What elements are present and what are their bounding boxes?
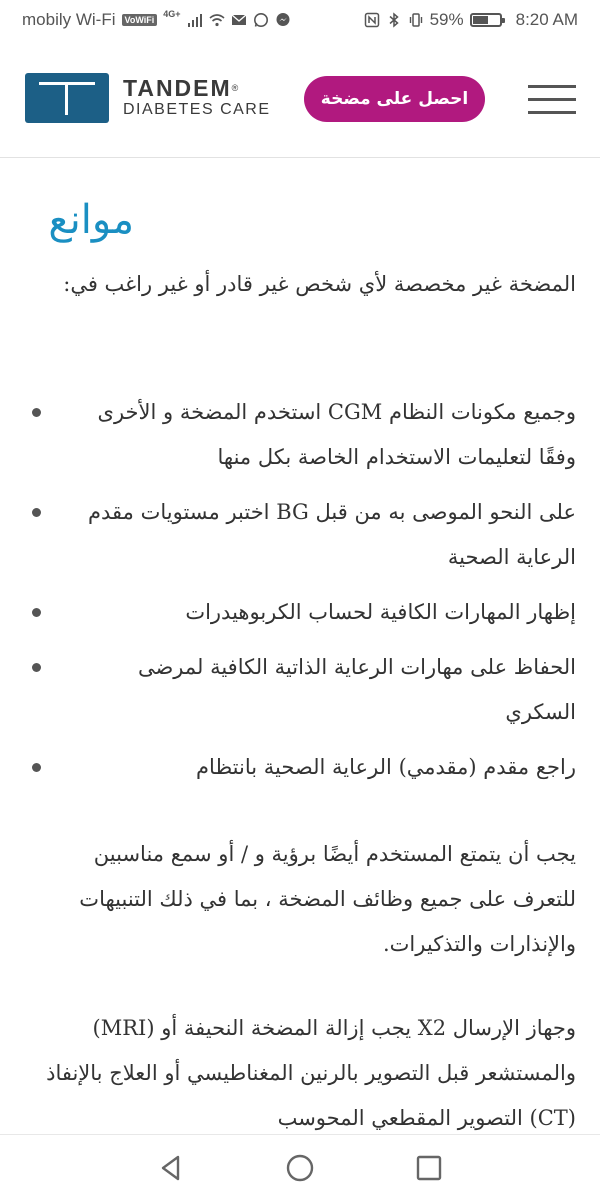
bullet-icon [32, 408, 41, 417]
signal-icon [187, 12, 203, 28]
list-item-text: إظهار المهارات الكافية لحساب الكربوهيدرات [185, 600, 576, 624]
list-item-text: وجميع مكونات النظام CGM استخدم المضخة و الأخرى وفقًا لتعليمات الاستخدام الخاصة بكل منها [97, 400, 576, 469]
bullet-icon [32, 663, 41, 672]
page-content [0, 158, 600, 1134]
list-item [24, 390, 576, 480]
logo-registered-mark: ® [231, 83, 241, 93]
clock: 8:20 AM [515, 10, 578, 29]
nfc-icon [364, 12, 380, 28]
page-title: موانع [48, 197, 134, 243]
battery-icon [470, 13, 502, 27]
wifi-icon [209, 12, 225, 28]
status-left [22, 10, 291, 30]
bluetooth-icon [386, 12, 402, 28]
vibrate-icon [408, 12, 424, 28]
site-header [0, 40, 600, 158]
menu-bar-bottom [528, 111, 576, 114]
list-item [24, 590, 576, 635]
logo-brand-name: TANDEM [123, 75, 232, 101]
system-nav-bar [0, 1134, 600, 1200]
battery-percent: 59% [429, 10, 464, 29]
mri-warning-paragraph: وجهاز الإرسال X2 يجب إزالة المضخة النحيفة أو (MRI) والمستشعر قبل التصوير بالرنين المغناطيسي أو العلاج بالإنفاذ (CT) التصوير المقطعي المحوسب [46, 1016, 576, 1130]
mail-icon [231, 12, 247, 28]
status-right [364, 10, 578, 30]
hamburger-menu-icon[interactable] [528, 82, 576, 116]
messenger-icon [275, 12, 291, 28]
home-icon[interactable] [285, 1153, 315, 1183]
get-pump-button[interactable]: احصل على مضخة [304, 76, 485, 122]
list-item-text: راجع مقدم (مقدمي) الرعاية الصحية بانتظام [196, 755, 576, 779]
logo-tagline: DIABETES CARE [123, 101, 271, 118]
battery-level [473, 16, 488, 24]
list-item [24, 490, 576, 580]
bullet-icon [32, 763, 41, 772]
vowifi-badge: VoWiFi [122, 14, 158, 26]
tandem-logo-icon[interactable] [25, 73, 109, 123]
list-item [24, 745, 576, 790]
network-type: 4G+ [163, 9, 181, 19]
back-icon[interactable] [157, 1153, 187, 1183]
status-bar [0, 0, 600, 40]
list-item-text: الحفاظ على مهارات الرعاية الذاتية الكافية لمرضى السكري [137, 655, 576, 724]
tandem-logo-text[interactable] [123, 76, 271, 120]
vision-hearing-paragraph: يجب أن يتمتع المستخدم أيضًا برؤية و / أو سمع مناسبين للتعرف على جميع وظائف المضخة ، بما في ذلك التنبيهات والإنذارات والتذكيرات. [79, 842, 576, 956]
list-item [24, 645, 576, 735]
menu-bar-middle [528, 98, 576, 101]
logo-wordmark [123, 76, 271, 100]
bullet-icon [32, 608, 41, 617]
bullet-icon [32, 508, 41, 517]
contraindications-list [24, 390, 576, 800]
list-item-text: على النحو الموصى به من قبل BG اختبر مستويات مقدم الرعاية الصحية [88, 500, 576, 569]
menu-bar-top [528, 85, 576, 88]
carrier-label: mobily Wi-Fi [22, 10, 116, 29]
whatsapp-icon [253, 12, 269, 28]
recent-apps-icon[interactable] [414, 1153, 444, 1183]
intro-paragraph: المضخة غير مخصصة لأي شخص غير قادر أو غير راغب في: [63, 272, 576, 296]
